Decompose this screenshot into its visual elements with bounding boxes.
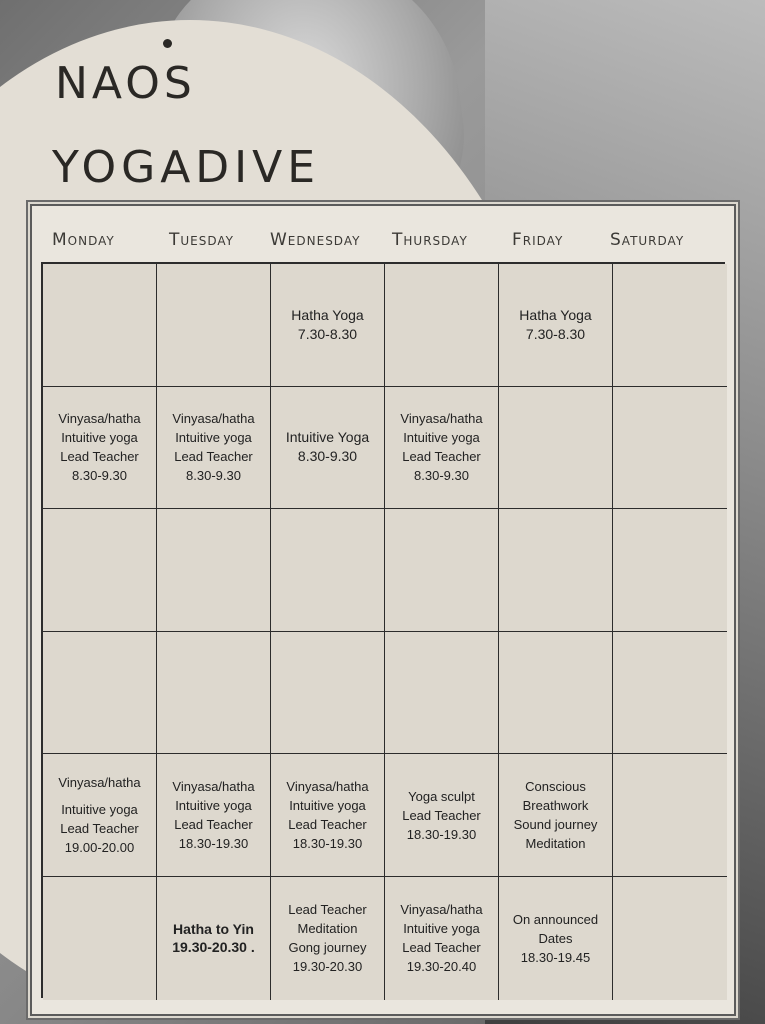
schedule-cell [157,877,271,1000]
class-line: Lead Teacher [174,449,253,465]
schedule-cell [271,264,385,387]
class-line: Vinyasa/hatha [172,779,255,795]
schedule-cell [157,264,271,387]
class-line: Vinyasa/hatha [400,902,483,918]
schedule-cell [271,509,385,632]
class-line: 8.30-9.30 [414,468,469,484]
brand-dot [163,39,172,48]
schedule-cell [43,632,157,755]
schedule-cell [43,877,157,1000]
brand-title-line2: YOGADIVE [52,142,321,193]
class-line: Hatha Yoga [519,306,592,323]
class-line: 19.00-20.00 [64,840,135,856]
class-line: 19.30-20.30 [292,959,363,975]
class-line: Intuitive yoga [175,798,252,814]
class-line: Intuitive Yoga [285,429,370,446]
class-line: Lead Teacher [60,821,139,837]
class-line: Vinyasa/hatha [172,411,255,427]
schedule-cell [157,754,271,877]
schedule-cell [613,387,727,510]
schedule-cell [613,632,727,755]
schedule-cell [271,387,385,510]
class-line: Sound journey [513,817,598,833]
schedule-cell [385,264,499,387]
day-header: Saturday [610,230,685,250]
class-line: Yoga sculpt [408,788,475,804]
class-line: 8.30-9.30 [297,448,358,465]
class-line: 19.30-20.30 . [172,939,255,956]
class-line: 18.30-19.45 [520,949,591,965]
day-header: Wednesday [270,230,361,250]
class-line: Vinyasa/hatha [286,779,369,795]
class-line: Conscious [525,779,586,795]
schedule-cell [43,264,157,387]
schedule-cell [385,632,499,755]
schedule-cell [385,387,499,510]
class-line: Breathwork [522,798,589,814]
class-line: Intuitive yoga [403,921,480,937]
day-header: Friday [512,230,564,250]
schedule-cell [385,877,499,1000]
schedule-cell [499,509,613,632]
class-line: Intuitive yoga [175,430,252,446]
class-line: Lead Teacher [174,817,253,833]
schedule-cell [613,877,727,1000]
class-line: 19.30-20.40 [406,959,477,975]
day-header: Thursday [392,230,468,250]
schedule-board [30,204,736,1016]
schedule-cell [43,387,157,510]
class-line: 18.30-19.30 [292,836,363,852]
schedule-cell [157,387,271,510]
class-line: 18.30-19.30 [406,826,477,842]
class-line: Dates [538,930,573,946]
class-line: Meditation [525,836,586,852]
class-line: 18.30-19.30 [178,836,249,852]
class-line: 7.30-8.30 [297,325,358,342]
day-header: Monday [52,230,115,250]
schedule-cell [613,509,727,632]
class-line: Meditation [297,921,358,937]
class-line: Vinyasa/hatha [400,411,483,427]
schedule-cell [271,632,385,755]
schedule-header [32,206,734,262]
class-line: Lead Teacher [288,817,367,833]
schedule-cell [499,387,613,510]
day-header: Tuesday [169,230,235,250]
class-line: Lead Teacher [288,902,367,918]
schedule-cell [43,754,157,877]
schedule-cell [157,632,271,755]
class-line: Intuitive yoga [61,802,138,818]
class-line: On announced [512,911,599,927]
schedule-cell [499,754,613,877]
class-line: Hatha Yoga [291,306,364,323]
brand-title-line1: NAOS [55,58,196,109]
class-line: Lead Teacher [402,807,481,823]
schedule-cell [157,509,271,632]
class-line: Gong journey [288,940,367,956]
schedule-cell [613,754,727,877]
class-line: 8.30-9.30 [72,468,127,484]
schedule-cell [499,877,613,1000]
schedule-cell [385,754,499,877]
schedule-cell [271,754,385,877]
class-line: Intuitive yoga [403,430,480,446]
schedule-cell [43,509,157,632]
class-line: Lead Teacher [402,940,481,956]
schedule-grid [41,262,725,998]
class-line: Lead Teacher [60,449,139,465]
schedule-cell [613,264,727,387]
schedule-cell [499,632,613,755]
class-line: Intuitive yoga [61,430,138,446]
schedule-cell [271,877,385,1000]
schedule-cell [385,509,499,632]
class-line: Vinyasa/hatha [58,775,141,791]
class-line: Lead Teacher [402,449,481,465]
schedule-cell [499,264,613,387]
class-line: 7.30-8.30 [525,325,586,342]
class-line: Intuitive yoga [289,798,366,814]
class-line: Hatha to Yin [173,921,254,938]
class-line: Vinyasa/hatha [58,411,141,427]
class-line: 8.30-9.30 [186,468,241,484]
